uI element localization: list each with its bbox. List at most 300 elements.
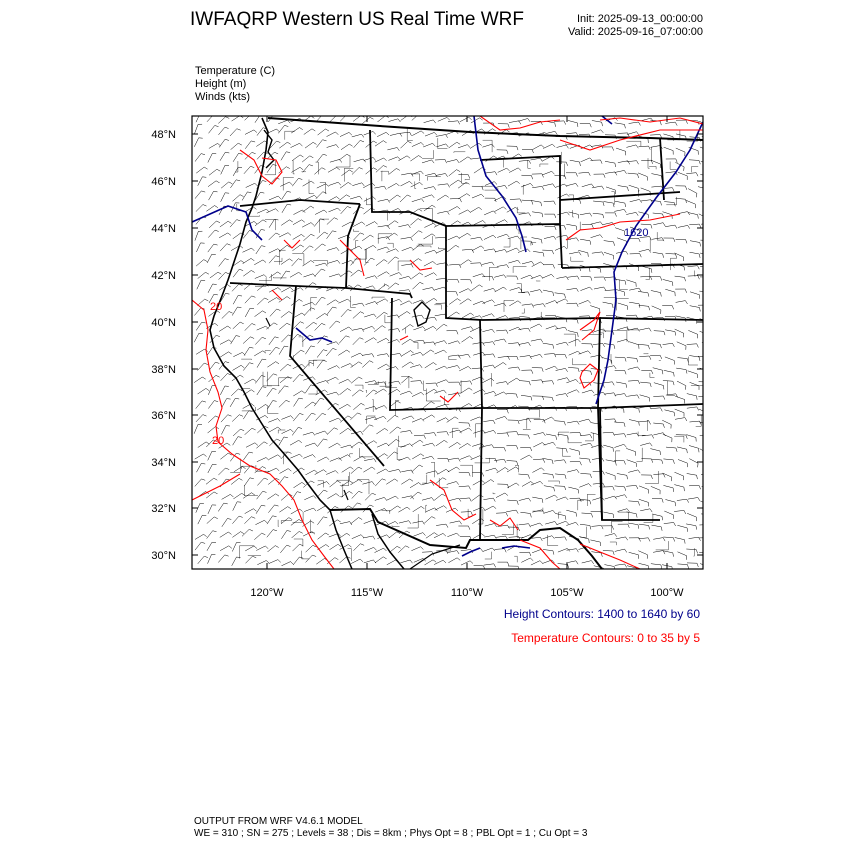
wind-barb: [293, 220, 305, 225]
wind-barb: [245, 152, 256, 159]
wind-barb: [267, 129, 279, 133]
wind-barb: [690, 306, 701, 312]
longitude-label: 110°W: [450, 587, 484, 599]
county-line: [650, 373, 655, 378]
wind-barb: [653, 474, 665, 478]
wind-barb: [495, 287, 507, 292]
wind-barb: [581, 276, 592, 280]
wind-barb: [209, 126, 219, 134]
wind-barb: [664, 147, 674, 154]
wind-barb: [425, 132, 437, 136]
wind-barb: [520, 447, 532, 451]
wind-barb: [484, 391, 496, 394]
wind-barb: [677, 447, 687, 453]
wind-barb: [281, 494, 292, 501]
wind-barb: [509, 121, 521, 125]
wind-barb: [628, 367, 640, 370]
wind-barb: [303, 362, 313, 370]
county-line: [397, 448, 402, 460]
wind-barb: [423, 415, 435, 420]
wind-barb: [459, 366, 471, 371]
wind-barb: [674, 485, 684, 492]
wind-barb: [653, 538, 665, 542]
legend-height: Height (m): [195, 78, 247, 90]
wind-barb: [196, 205, 207, 212]
wind-barb: [246, 443, 258, 448]
wind-barb: [398, 156, 410, 161]
wind-barb: [362, 361, 373, 368]
wind-barb: [555, 474, 566, 479]
wind-barb: [460, 280, 471, 284]
wind-barb: [339, 336, 349, 344]
wind-barb: [208, 154, 216, 163]
wind-barb: [664, 370, 674, 376]
wind-barb: [220, 221, 232, 227]
wind-barb: [327, 377, 339, 381]
wind-barb: [255, 220, 266, 226]
wind-barb: [375, 557, 386, 563]
wind-barb: [449, 442, 461, 447]
wind-barb: [194, 424, 202, 433]
wind-barb: [316, 297, 326, 305]
county-line: [696, 415, 702, 426]
wind-barb: [482, 144, 494, 147]
wind-barb: [448, 121, 460, 125]
wind-barb: [448, 207, 460, 212]
wind-barb: [375, 158, 387, 162]
wind-barb: [257, 404, 269, 410]
wind-barb: [688, 498, 700, 501]
wind-barb: [618, 303, 628, 310]
wind-barb: [449, 264, 461, 268]
wind-barb: [350, 246, 362, 251]
wind-barb: [470, 417, 482, 421]
wind-barb: [423, 402, 434, 408]
wind-barb: [401, 444, 413, 448]
wind-barb: [555, 355, 567, 359]
wind-barb: [483, 548, 495, 552]
wind-barb: [257, 326, 269, 330]
wind-barb: [604, 252, 614, 259]
wind-barb: [305, 402, 316, 408]
init-time: Init: 2025-09-13_00:00:00: [577, 13, 703, 25]
county-line: [353, 229, 359, 231]
wind-barb: [546, 301, 558, 305]
wind-barb: [376, 260, 387, 266]
wind-barb: [233, 153, 242, 161]
us-canada-border: [268, 118, 703, 140]
wind-barb: [686, 200, 695, 208]
county-line: [485, 552, 492, 559]
wind-barb: [496, 330, 508, 334]
county-line: [563, 164, 564, 177]
wind-barb: [437, 195, 449, 200]
wind-barb: [412, 131, 424, 136]
wind-barb: [317, 457, 329, 462]
wind-barb: [351, 518, 362, 524]
wind-barb: [652, 459, 663, 464]
wind-barb: [388, 257, 399, 264]
wind-barb: [699, 462, 710, 466]
wind-barb: [363, 467, 375, 472]
wind-barb: [387, 452, 398, 459]
wind-barb: [618, 133, 630, 137]
wind-barb: [543, 343, 554, 348]
wind-barb: [663, 485, 673, 492]
wind-barb: [506, 393, 517, 398]
wind-barb: [639, 524, 650, 529]
wind-barb: [484, 211, 496, 215]
wind-barb: [232, 557, 241, 566]
wind-barb: [530, 324, 542, 328]
wind-barb: [690, 421, 702, 425]
county-line: [415, 181, 416, 188]
wind-barb: [398, 457, 410, 461]
wind-barb: [352, 328, 364, 331]
county-line: [438, 138, 448, 149]
wind-barb: [663, 459, 674, 464]
wind-barb: [580, 435, 592, 439]
wind-barb: [676, 368, 687, 373]
wind-barb: [641, 160, 653, 164]
latitude-label: 32°N: [151, 503, 176, 515]
wind-barb: [543, 290, 553, 296]
wind-barb: [628, 501, 639, 506]
wind-barb: [196, 113, 204, 122]
wind-barb: [435, 237, 447, 241]
wind-barb: [340, 428, 352, 434]
wind-barb: [688, 371, 698, 378]
wind-barb: [232, 532, 244, 538]
wind-barb: [639, 328, 651, 331]
wind-barb: [269, 196, 281, 200]
wind-barb: [675, 538, 685, 544]
wind-barb: [544, 214, 555, 218]
wind-barb: [472, 186, 483, 190]
wind-barb: [401, 560, 413, 563]
wind-barb: [314, 219, 324, 227]
wind-barb: [653, 423, 664, 428]
wind-barb: [521, 175, 532, 179]
wind-barb: [195, 542, 205, 550]
county-line: [273, 277, 286, 278]
wind-barb: [448, 341, 460, 344]
wind-barb: [639, 356, 651, 360]
wind-barb: [663, 381, 674, 386]
county-line: [279, 250, 285, 265]
wind-barb: [533, 304, 545, 307]
wind-barb: [471, 285, 483, 291]
county-line: [392, 525, 400, 526]
wind-barb: [413, 506, 425, 511]
wind-barb: [498, 124, 509, 128]
wind-barb: [700, 240, 711, 244]
wind-barb: [315, 269, 326, 276]
county-line: [523, 185, 524, 194]
wind-barb: [542, 171, 554, 175]
wind-barb: [544, 201, 556, 205]
wind-barb: [570, 498, 582, 502]
wind-barb: [508, 367, 520, 371]
wind-barb: [688, 276, 700, 280]
wind-barb: [402, 339, 414, 344]
wind-barb: [640, 276, 652, 280]
county-line: [422, 150, 433, 159]
wind-barb: [208, 386, 216, 395]
wind-barb: [315, 431, 327, 434]
wind-barb: [387, 148, 399, 151]
wind-barb: [508, 420, 519, 424]
wind-barb: [222, 399, 231, 408]
wind-barb: [664, 410, 674, 416]
wind-barb: [303, 261, 315, 267]
wind-barb: [495, 549, 507, 553]
wind-barb: [279, 400, 290, 407]
wind-barb: [317, 360, 327, 368]
wind-barb: [269, 427, 281, 432]
wind-barb: [590, 540, 600, 546]
wind-barb: [542, 417, 554, 421]
longitude-labels: [250, 587, 684, 599]
wind-barb: [315, 210, 327, 215]
wind-barb: [351, 442, 363, 448]
wind-barb: [377, 469, 389, 474]
wind-barb: [448, 467, 460, 472]
wind-barb: [329, 418, 341, 422]
wind-barb: [410, 156, 422, 162]
county-line: [573, 358, 587, 365]
wind-barb: [484, 506, 496, 511]
wind-barb: [318, 533, 329, 539]
wind-barb: [497, 265, 509, 268]
wind-barb: [207, 542, 216, 551]
wind-barb: [352, 168, 363, 175]
wind-barb: [267, 401, 276, 410]
wind-barb: [545, 522, 557, 525]
county-line: [230, 459, 240, 473]
wind-barb: [507, 432, 519, 436]
wind-barb: [316, 140, 326, 148]
wind-barb: [686, 173, 698, 177]
county-line: [612, 521, 623, 533]
wind-barb: [401, 237, 413, 240]
latitude-label: 38°N: [151, 364, 176, 376]
wind-barb: [508, 260, 520, 263]
wind-barb: [198, 177, 207, 186]
wind-barb: [390, 273, 402, 277]
wind-barb: [543, 144, 555, 148]
wind-barb: [425, 298, 437, 303]
wind-barb: [687, 344, 699, 348]
wind-barb: [543, 184, 555, 187]
wind-barb: [230, 398, 239, 407]
wind-barb: [399, 312, 411, 317]
county-line: [274, 258, 282, 262]
wind-barb: [280, 364, 291, 371]
wind-barb: [209, 169, 220, 175]
wind-barb: [434, 533, 446, 537]
wind-barb: [424, 234, 436, 239]
wind-barb: [629, 538, 641, 542]
temperature-contour-label-north: 20: [210, 301, 223, 313]
wind-barb: [495, 250, 507, 253]
wind-barb: [292, 427, 302, 435]
county-line: [649, 166, 656, 169]
wind-barb: [484, 288, 496, 291]
wind-barb: [293, 413, 303, 421]
wind-barb: [387, 221, 398, 227]
county-line: [313, 260, 327, 264]
wind-barb: [521, 370, 533, 374]
wind-barb: [651, 564, 662, 569]
wind-barb: [494, 447, 505, 451]
wind-barb: [567, 390, 579, 394]
wind-barb: [243, 363, 253, 371]
wind-barb: [412, 465, 423, 472]
wind-barb: [362, 117, 373, 123]
county-line: [568, 437, 582, 443]
wind-barb: [509, 168, 521, 173]
wind-barb: [413, 521, 425, 524]
wind-barb: [378, 284, 389, 290]
wind-barb: [351, 270, 362, 276]
wind-barb: [303, 234, 314, 241]
wind-barb: [402, 325, 414, 331]
wind-barb: [245, 509, 257, 514]
wind-barb: [195, 124, 203, 134]
county-line: [357, 480, 369, 495]
latitude-label: 44°N: [151, 223, 176, 235]
wind-barb: [615, 371, 626, 375]
county-line: [644, 514, 653, 523]
wind-barb: [290, 272, 302, 277]
wind-barb: [582, 390, 594, 393]
wind-barb: [519, 160, 531, 164]
wind-barb: [353, 403, 364, 410]
wind-barb: [317, 114, 327, 121]
wind-barb: [221, 415, 232, 422]
wind-barb: [678, 225, 690, 228]
wind-barb: [484, 430, 496, 433]
wind-barb: [449, 142, 461, 148]
wind-barb: [209, 362, 219, 370]
wind-barb: [473, 389, 485, 394]
wind-barb: [232, 543, 240, 552]
wind-barb: [496, 382, 508, 385]
wind-barb: [449, 299, 460, 305]
wind-barb: [424, 517, 435, 524]
wind-barb: [329, 321, 340, 328]
wind-barb: [255, 337, 266, 344]
county-line: [688, 357, 698, 365]
wind-barb: [459, 472, 470, 476]
wind-barb: [459, 423, 470, 427]
latitude-label: 46°N: [151, 176, 176, 188]
wind-barb: [616, 537, 628, 540]
wind-barb: [580, 473, 591, 478]
wind-barb: [232, 516, 242, 524]
wind-barb: [473, 480, 485, 485]
wind-barb: [461, 388, 473, 393]
wind-barb: [675, 418, 687, 421]
wind-barb: [281, 287, 293, 292]
latitude-label: 36°N: [151, 410, 176, 422]
wind-barb: [278, 120, 290, 124]
wind-barb: [389, 546, 400, 552]
wind-barb: [654, 331, 665, 335]
wind-barb: [413, 244, 424, 250]
county-line: [670, 162, 676, 170]
wind-barb: [701, 161, 710, 169]
wind-barb: [221, 193, 230, 202]
county-line: [372, 297, 385, 299]
wind-barb: [546, 326, 558, 329]
wind-barb: [280, 545, 290, 553]
wind-barb: [651, 408, 663, 412]
wind-barb: [606, 473, 616, 480]
wind-barb: [375, 141, 387, 147]
wind-barb: [603, 445, 613, 452]
wind-barb: [268, 298, 280, 303]
county-line: [489, 268, 498, 281]
wind-barb: [462, 337, 474, 343]
wind-barb: [256, 442, 267, 449]
wind-barb: [698, 395, 710, 399]
wind-barb: [399, 521, 411, 524]
wind-barb: [459, 443, 471, 448]
wind-barb: [460, 157, 472, 163]
wind-barb: [617, 339, 629, 342]
wind-barb: [340, 114, 351, 121]
wind-barb: [363, 183, 375, 188]
wind-barb: [230, 220, 240, 228]
wind-barb: [244, 347, 253, 355]
wind-barb: [245, 113, 256, 120]
wind-barb: [664, 523, 676, 527]
wind-barb: [579, 172, 591, 176]
wind-barb: [652, 306, 661, 314]
wind-barb: [208, 230, 218, 238]
wind-barb: [497, 468, 509, 473]
wind-barb: [293, 322, 304, 329]
wind-barb: [314, 398, 324, 406]
wind-barb: [402, 362, 414, 368]
wind-barb: [675, 186, 686, 190]
wind-barb: [593, 471, 605, 475]
wind-barb: [582, 561, 594, 564]
wind-barb: [700, 331, 709, 339]
wind-barb: [340, 132, 352, 136]
wind-barb: [326, 471, 338, 475]
wind-barb: [339, 404, 351, 409]
wind-barb: [196, 167, 207, 173]
wind-barb: [328, 366, 340, 370]
wind-barb: [245, 296, 256, 303]
wind-barb: [686, 524, 697, 530]
wind-barb: [341, 310, 351, 317]
wind-barb: [426, 383, 438, 387]
wind-barb: [281, 220, 293, 226]
wind-barb: [630, 254, 642, 258]
county-line: [320, 219, 329, 233]
wind-barb: [508, 181, 520, 186]
wind-barb: [245, 141, 255, 149]
county-line: [316, 162, 319, 174]
wind-barb: [208, 244, 218, 252]
wind-barb: [366, 222, 378, 227]
county-line: [567, 239, 571, 248]
wind-barb: [700, 175, 711, 180]
